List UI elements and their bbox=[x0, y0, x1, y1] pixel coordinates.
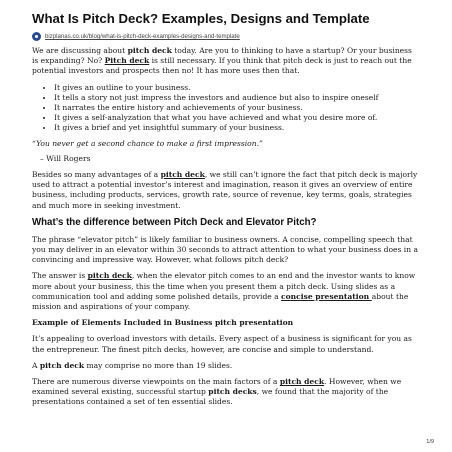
slides-text-2: may comprise no more than 19 slides. bbox=[84, 360, 233, 370]
viewpoints-paragraph bbox=[32, 377, 420, 408]
answer-link-pitch-deck[interactable]: pitch deck bbox=[87, 271, 132, 281]
source-url-link[interactable]: bizplanas.co.uk/blog/what-is-pitch-deck-examples-designs-and-template bbox=[45, 33, 240, 40]
answer-text-3: about the mission and aspirations of your company. bbox=[32, 291, 409, 312]
elevator-paragraph: The phrase “elevator pitch” is likely familiar to business owners. A concise, compelling speech that you may deliver in an elevator within 30 seconds to attract attention to what your business does in a convincing and impressive way. However, what follows pitch deck? bbox=[32, 234, 418, 265]
viewpoints-keyword-pitch-decks: pitch decks bbox=[208, 387, 257, 397]
example-heading: Example of Elements Included in Business pitch presentation bbox=[32, 318, 294, 328]
advantages-link-pitch-deck[interactable]: pitch deck bbox=[160, 170, 205, 180]
viewpoints-text-2: . However, when we examined several existing, successful startup bbox=[32, 377, 402, 397]
intro-link-pitch-deck[interactable]: Pitch deck bbox=[104, 56, 150, 66]
section-heading: What’s the difference between Pitch Deck and Elevator Pitch? bbox=[32, 216, 317, 228]
answer-link-concise-presentation[interactable]: concise presentation bbox=[281, 291, 372, 301]
intro-keyword-pitch-deck: pitch deck bbox=[127, 46, 172, 55]
viewpoints-link-pitch-deck[interactable]: pitch deck bbox=[279, 377, 325, 387]
viewpoints-text-3: , we found that the majority of the presentations contained a set of ten essential slides. bbox=[32, 387, 389, 407]
list-item: • It gives a brief and yet insightful summary of your business. bbox=[54, 123, 420, 133]
document-page bbox=[32, 10, 420, 414]
advantages-text-1: Besides so many advantages of a bbox=[32, 170, 161, 180]
list-item: • It tells a story not just impress the investors and audience but also to inspire oneself bbox=[54, 93, 420, 103]
benefits-list bbox=[32, 83, 420, 134]
list-item: • It gives an outline to your business. bbox=[54, 83, 420, 93]
answer-text-2: , when the elevator pitch comes to an end and the investor wants to know more about your business, this the time when you present them a pitch deck. Using slides as a communication tool and adding some polished details, provide a bbox=[32, 271, 416, 301]
quote: “You never get a second chance to make a first impression.” bbox=[32, 138, 263, 148]
slides-paragraph bbox=[32, 361, 420, 371]
overload-paragraph: It’s appealing to overload investors with details. Every aspect of a business is significant for you as the entrepreneur. The finest pitch decks, however, are concise and simple to understand. bbox=[32, 334, 412, 354]
intro-paragraph bbox=[32, 46, 420, 77]
slides-text-1: A bbox=[32, 360, 40, 370]
page-number: 1/9 bbox=[426, 439, 434, 445]
answer-text-1: The answer is bbox=[32, 271, 88, 281]
intro-text-1: We are discussing about bbox=[32, 46, 128, 55]
list-item: • It narrates the entire history and achievements of your business. bbox=[54, 103, 420, 113]
advantages-paragraph bbox=[32, 170, 420, 211]
quote-attribution: – Will Rogers bbox=[40, 153, 91, 163]
page-title: What Is Pitch Deck? Examples, Designs and Template bbox=[32, 11, 370, 26]
source-line bbox=[32, 32, 420, 41]
viewpoints-text-1: There are numerous diverse viewpoints on the main factors of a bbox=[32, 377, 280, 387]
site-icon bbox=[32, 32, 41, 41]
answer-paragraph bbox=[32, 271, 420, 312]
intro-text-2: today. Are you to thinking to have a startup? Or your business is expanding? No? bbox=[32, 46, 412, 66]
slides-keyword-pitch-deck: pitch deck bbox=[39, 360, 85, 370]
list-item: • It gives a self-analyzation that what you have achieved and what you desire more of. bbox=[54, 113, 420, 123]
intro-text-3: is still necessary. If you think that pitch deck is just to reach out the potential investors and prospects then no! It has more uses then that. bbox=[32, 56, 412, 76]
advantages-text-2: , we still can’t ignore the fact that pitch deck is majorly used to attract a potential investor’s interest and imagination, reason it gives an overview of entire business, including products, services, growth rate, source of revenue, key terms, goals, strategies and much more in seeking investment. bbox=[32, 170, 418, 210]
